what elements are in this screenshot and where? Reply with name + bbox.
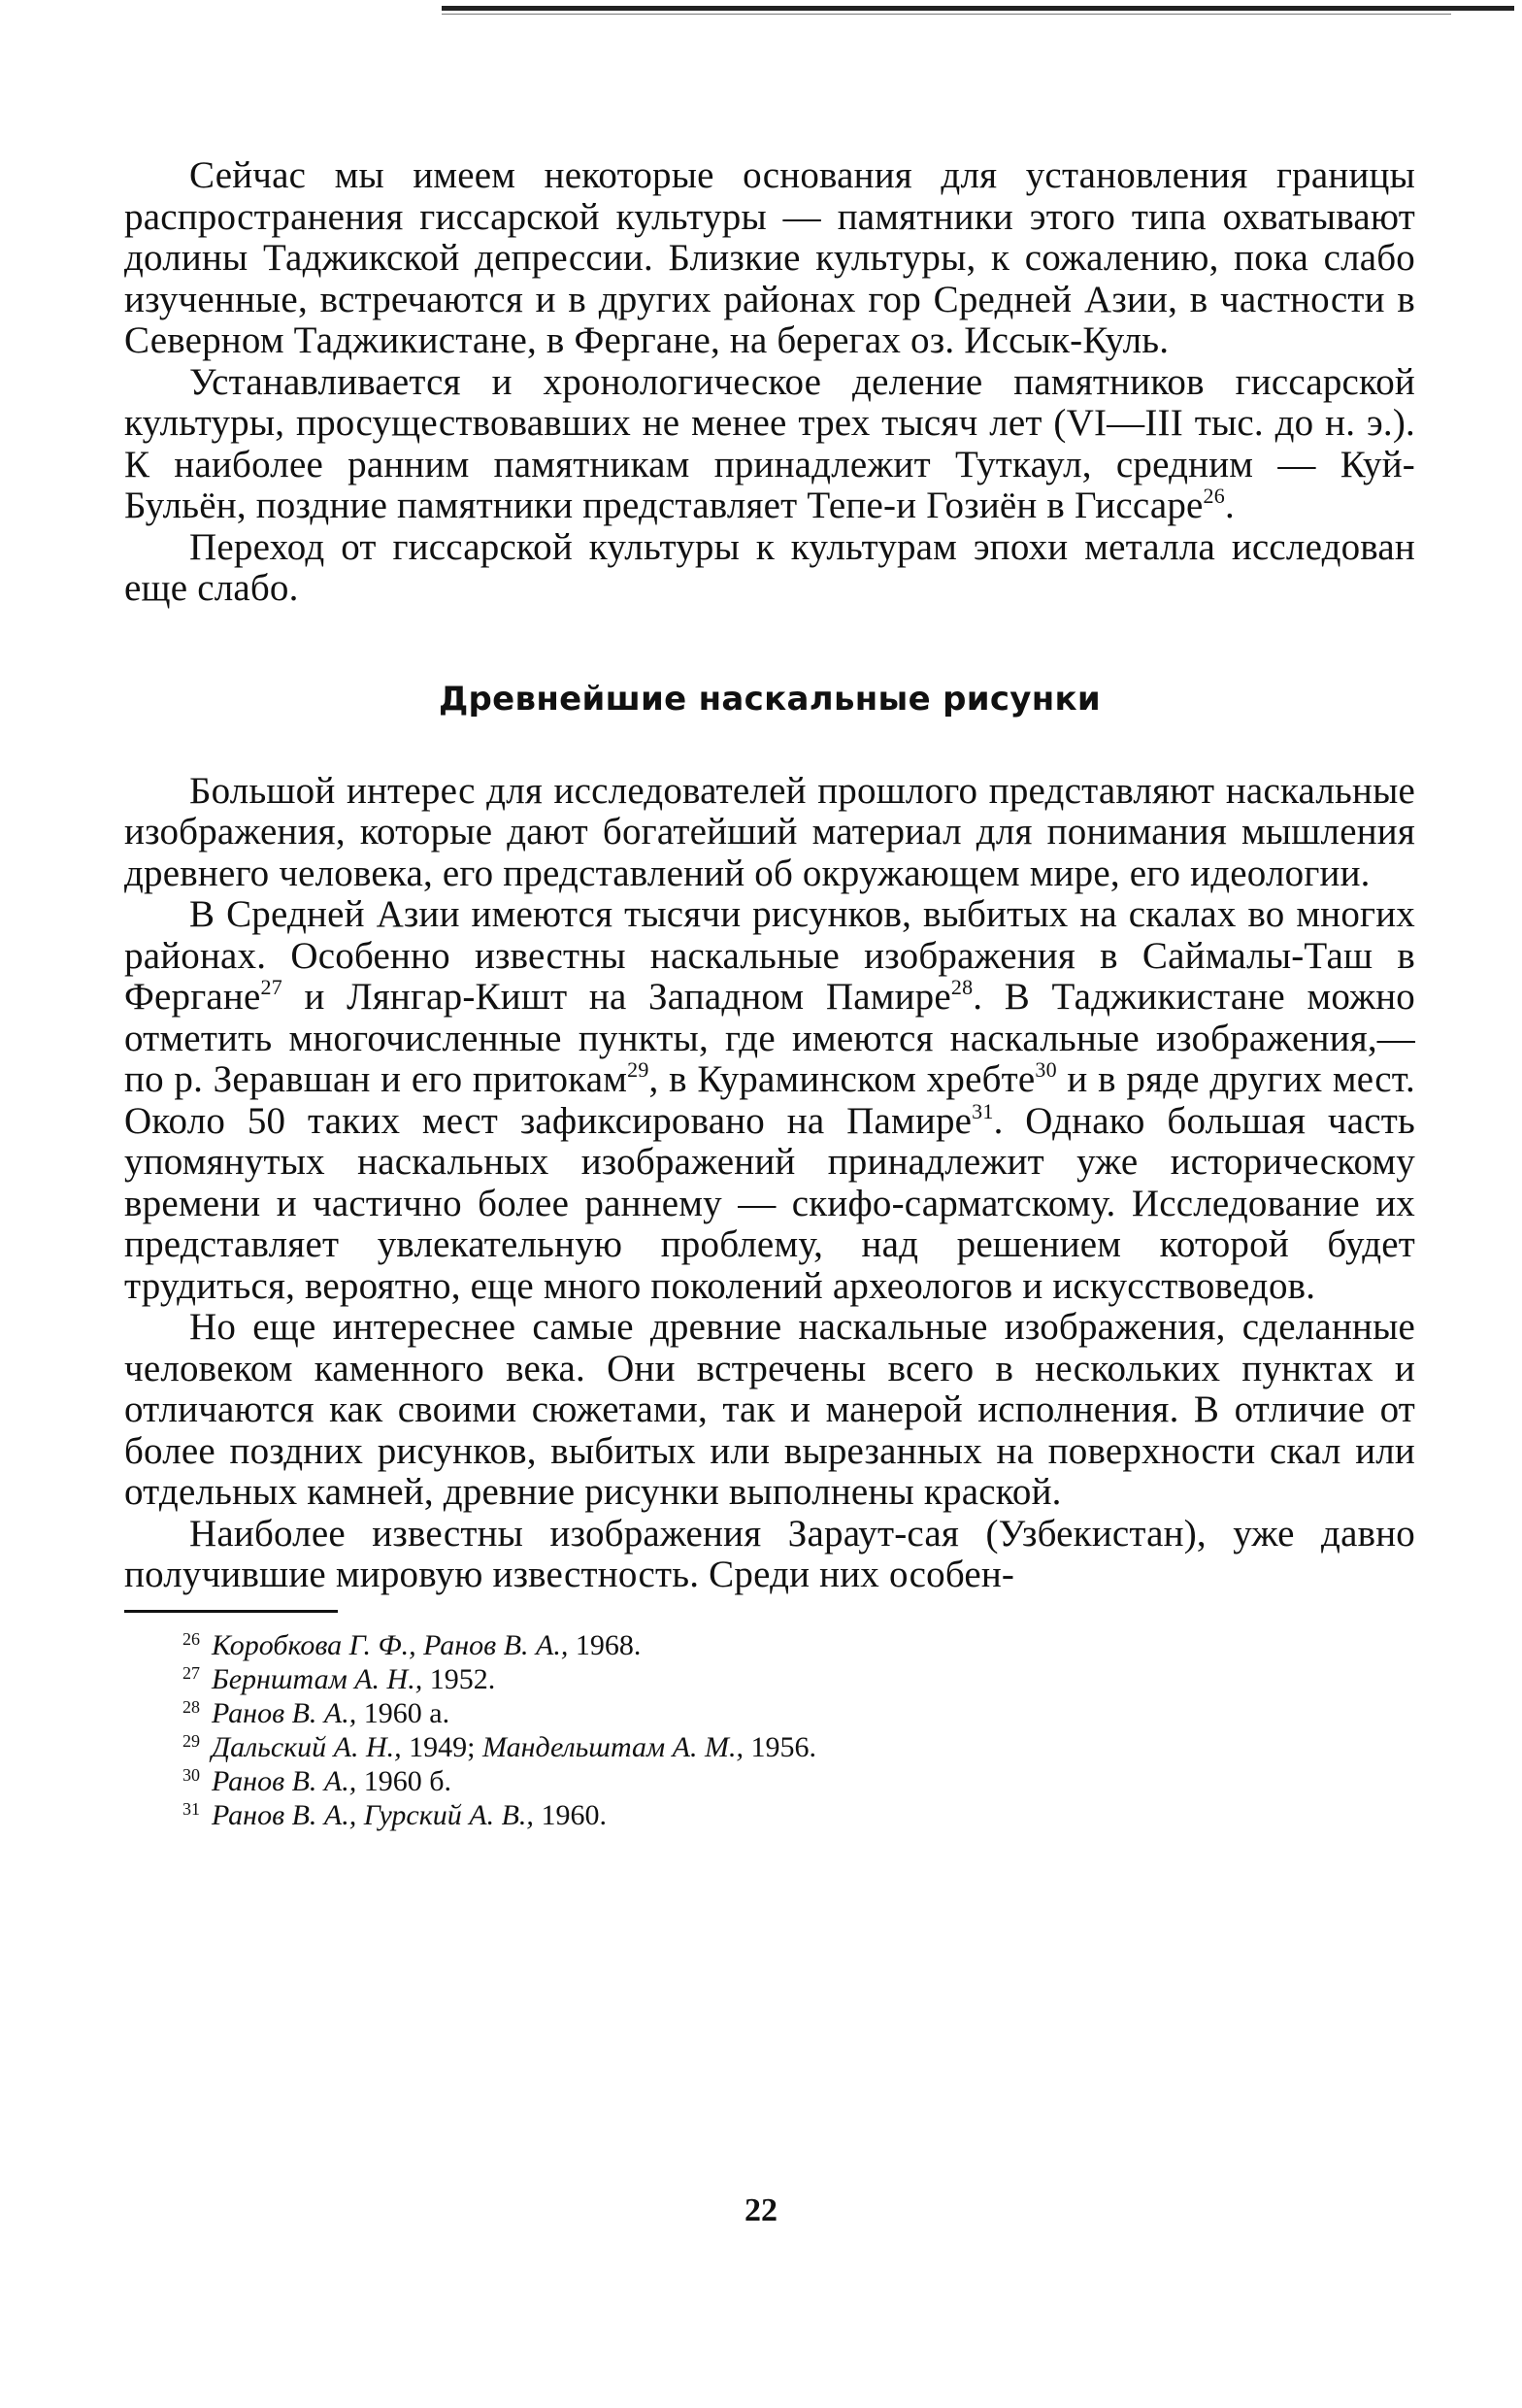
footnote-year: 1952. [429,1662,496,1695]
paragraph-5-text-b: и Лянгар-Кишт на Западном Памире [281,976,951,1018]
footnote-26: 26 Коробкова Г. Ф., Ранов В. А., 1968. [182,1628,642,1661]
paragraph-4: Большой интерес для исследователей прошлого представляют наскальные изображения, которые дают богатейший материал для понимания мышления древнего человека, его представлений об окружающем мире, его идеологии. [124,769,1415,894]
footnote-author: Ранов В. А., [212,1696,357,1729]
top-border-rule [442,6,1514,11]
footnote-27: 27 Бернштам А. Н., 1952. [182,1662,496,1695]
footnote-31: 31 Ранов В. А., Гурский А. В., 1960. [182,1798,607,1831]
footnote-year: 1949; [409,1730,476,1763]
footnote-ref-29: 29 [627,1057,649,1082]
paragraph-2-text: Устанавливается и хронологическое деление памятников гиссарской культуры, просуществовавших не менее трех тысяч лет (VI—III тыс. до н. э.). К наиболее ранним памятникам принадлежит Туткаул, средним — Куй-Бульён, поздние памятники представляет Тепе-и Гозиён в Гиссаре [124,360,1415,526]
section-heading: Древнейшие наскальные рисунки [438,679,1102,719]
footnote-author-2: Мандельштам А. М., [482,1730,744,1763]
paragraph-5 [124,894,1415,1307]
page-body [124,155,1415,1832]
footnote-author: Ранов В. А., Гурский А. В., [212,1798,534,1831]
footnote-30: 30 Ранов В. А., 1960 б. [182,1764,452,1797]
footnote-29: 29 Дальский А. Н., 1949; Мандельштам А. М., 1956. [182,1730,816,1763]
page-number: 22 [744,2192,778,2228]
footnotes [182,1628,1415,1832]
footnote-divider [124,1610,338,1613]
paragraph-7: Наиболее известны изображения Зараут-сая (Узбекистан), уже давно получившие мировую известность. Среди них особен- [124,1512,1415,1595]
footnote-year: 1968. [575,1628,642,1661]
footnote-author: Бернштам А. Н., [212,1662,423,1695]
footnote-ref-30: 30 [1035,1057,1057,1082]
paragraph-3: Переход от гиссарской культуры к культурам эпохи металла исследован еще слабо. [124,525,1415,609]
footnote-author: Ранов В. А., [212,1764,357,1797]
footnote-author: Дальский А. Н., [212,1730,402,1763]
paragraph-1: Сейчас мы имеем некоторые основания для установления границы распространения гиссарской культуры — памятники этого типа охватывают долины Таджикской депрессии. Близкие культуры, к сожалению, пока слабо изученные, встречаются и в других районах гор Средней Азии, в частности в Северном Таджикистане, в Фергане, на берегах оз. Иссык-Куль. [124,154,1415,361]
footnote-year: 1960. [541,1798,607,1831]
paragraph-5-text-a: В Средней Азии имеются тысячи рисунков, выбитых на скалах во многих районах. Особенно известны наскальные изображения в Саймалы-Таш в Фергане [124,893,1415,1018]
paragraph-6: Но еще интереснее самые древние наскальные изображения, сделанные человеком каменного века. Они встречены всего в нескольких пунктах и отличаются как своими сюжетами, так и манерой исполнения. В отличие от более поздних рисунков, выбитых или вырезанных на поверхности скал или отдельных камней, древние рисунки выполнены краской. [124,1306,1415,1513]
paragraph-2: Устанавливается и хронологическое деление памятников гиссарской культуры, просуществовавших не менее трех тысяч лет (VI—III тыс. до н. э.). К наиболее ранним памятникам принадлежит Туткаул, средним — Куй-Бульён, поздние памятники представляет Тепе-и Гозиён в Гиссаре$^{26}$. [124,360,1415,526]
footnote-ref-31: 31 [972,1098,994,1123]
footnote-year: 1960 б. [363,1764,452,1797]
footnote-year: 1960 а. [363,1696,450,1729]
footnote-ref-26: 26 [1203,484,1225,508]
footnote-ref-27: 27 [260,975,282,999]
footnote-author: Коробкова Г. Ф., Ранов В. А., [212,1628,569,1661]
paragraph-5-text-c: . В Таджикистане можно отметить многочисленные пункты, где имеются наскальные изображения,— по р. Зеравшан и его притокам [124,976,1415,1100]
top-border-rule-thin [442,14,1451,15]
paragraph-5-text-f: . Однако большая часть упомянутых наскальных изображений принадлежит уже историческому времени и частично более раннему — скифо-сарматскому. Исследование их представляет увлекательную проблему, над решением которой будет трудиться, вероятно, еще много поколений археологов и искусствоведов. [124,1099,1415,1307]
paragraph-5-text-e: и в ряде других мест. Около 50 таких мест зафиксировано на Памире [124,1058,1415,1142]
footnote-ref-28: 28 [950,975,974,999]
paragraph-5-text-d: , в Кураминском хребте [648,1058,1036,1100]
footnote-28: 28 Ранов В. А., 1960 а. [182,1696,450,1729]
footnote-year-2: 1956. [750,1730,816,1763]
